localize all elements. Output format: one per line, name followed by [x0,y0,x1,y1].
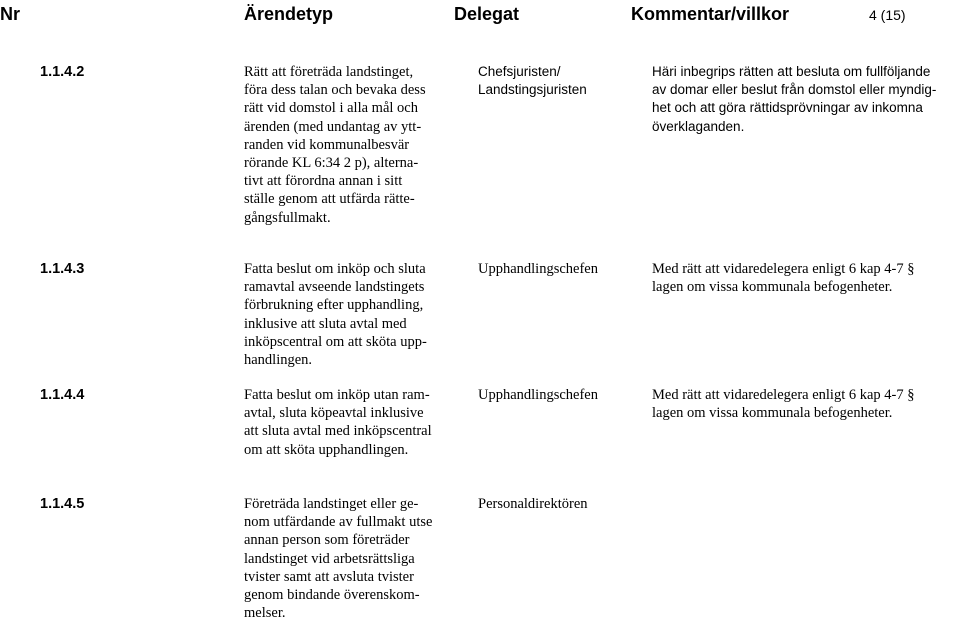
column-header-arendetyp: Ärendetyp [244,4,334,24]
column-header-delegat: Delegat [454,4,520,24]
row-kommentar: Med rätt att vidaredelegera enligt 6 kap 4-7 § lagen om vissa kommunala befogenheter. [652,261,915,296]
row-number: 1.1.4.5 [40,496,85,512]
row-number: 1.1.4.4 [40,387,85,403]
row-number: 1.1.4.2 [40,64,85,80]
row-delegat: Chefsjuristen/ Landstingsjuristen [478,64,587,98]
row-delegat: Upphandlingschefen [478,261,598,277]
row-kommentar: Häri inbegrips rätten att besluta om fullföljande av domar eller beslut från domstol eller myndig- het och att göra rättidsprövningar av inkomna överklaganden. [652,64,937,134]
row-delegat: Personaldirektören [478,496,588,512]
row-arendetyp: Fatta beslut om inköp och sluta ramavtal avseende landstingets förbrukning efter upphandling, inklusive att sluta avtal med inköpscentral om att sköta upp- handlingen. [244,261,427,369]
row-number: 1.1.4.3 [40,261,85,277]
row-delegat: Upphandlingschefen [478,387,598,403]
column-header-nr: Nr [0,4,21,24]
column-header-kommentar: Kommentar/villkor [631,4,790,24]
row-kommentar: Med rätt att vidaredelegera enligt 6 kap 4-7 § lagen om vissa kommunala befogenheter. [652,387,915,422]
row-arendetyp: Företräda landstinget eller ge- nom utfärdande av fullmakt utse annan person som företräder landstinget vid arbetsrättsliga tvister samt att avsluta tvister genom bindande överenskom- melser. [244,496,433,622]
row-arendetyp: Fatta beslut om inköp utan ram- avtal, sluta köpeavtal inklusive att sluta avtal med inköpscentral om att sköta upphandlingen. [244,387,432,458]
row-arendetyp: Rätt att företräda landstinget, föra dess talan och bevaka dess rätt vid domstol i alla mål och ärenden (med undantag av ytt- randen vid kommunalbesvär rörande KL 6:34 2 p), alterna- tivt att förordna annan i sitt ställe genom att utfärda rätte- gångsfullmakt. [244,64,426,226]
page-number: 4 (15) [869,7,906,23]
